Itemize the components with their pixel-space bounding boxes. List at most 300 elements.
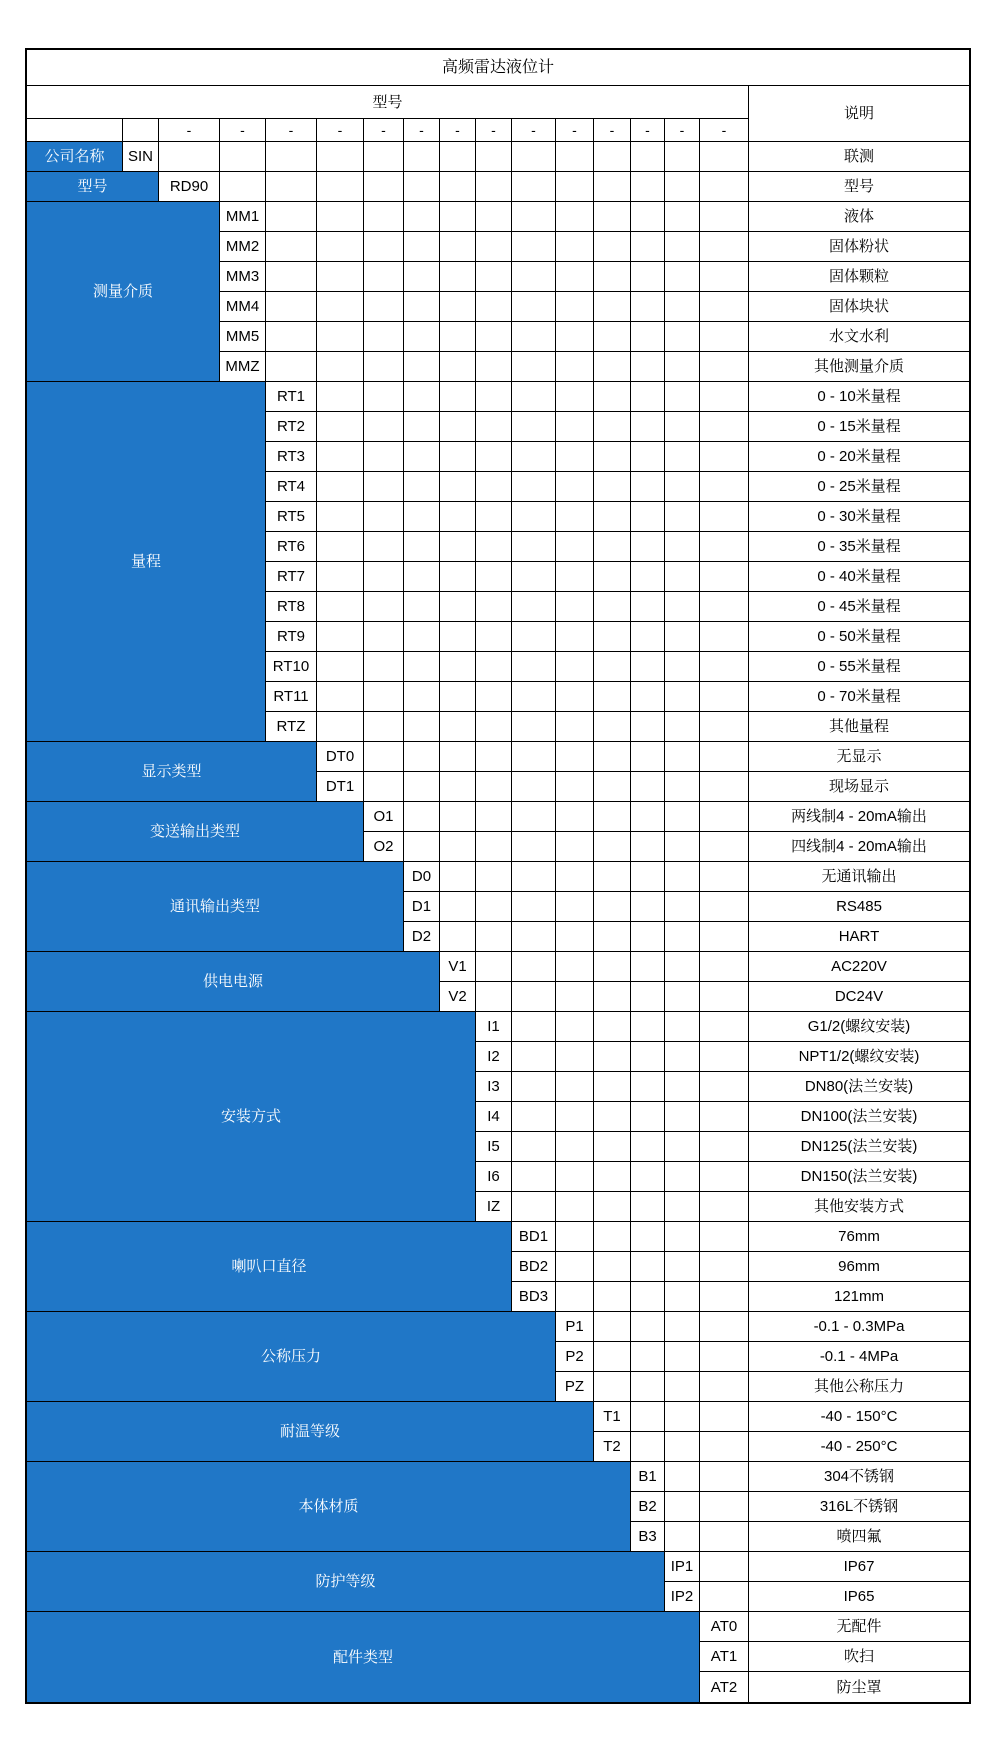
empty-cell — [266, 172, 317, 202]
empty-cell — [594, 322, 631, 352]
separator-cell: - — [404, 119, 440, 142]
desc-cell-P1: -0.1 - 0.3MPa — [749, 1312, 969, 1342]
code-cell-RT9: RT9 — [266, 622, 317, 652]
empty-cell — [440, 832, 476, 862]
empty-cell — [404, 652, 440, 682]
desc-cell-I5: DN125(法兰安装) — [749, 1132, 969, 1162]
empty-cell — [512, 892, 556, 922]
empty-cell — [700, 472, 749, 502]
empty-cell — [700, 652, 749, 682]
empty-cell — [476, 652, 512, 682]
empty-cell — [404, 592, 440, 622]
code-cell-SIN: SIN — [123, 142, 159, 172]
empty-cell — [700, 1462, 749, 1492]
empty-cell — [700, 202, 749, 232]
empty-cell — [317, 712, 364, 742]
empty-cell — [594, 412, 631, 442]
empty-cell — [556, 622, 594, 652]
empty-cell — [665, 1372, 700, 1402]
desc-cell-MM3: 固体颗粒 — [749, 262, 969, 292]
empty-cell — [631, 592, 665, 622]
empty-cell — [404, 352, 440, 382]
empty-cell — [317, 562, 364, 592]
empty-cell — [556, 1132, 594, 1162]
empty-cell — [594, 652, 631, 682]
empty-cell — [404, 562, 440, 592]
empty-cell — [556, 412, 594, 442]
desc-cell-O1: 两线制4 - 20mA输出 — [749, 802, 969, 832]
empty-cell — [700, 922, 749, 952]
empty-cell — [512, 1042, 556, 1072]
empty-cell — [700, 1552, 749, 1582]
empty-cell — [594, 592, 631, 622]
empty-cell — [512, 922, 556, 952]
empty-cell — [631, 1222, 665, 1252]
empty-cell — [440, 502, 476, 532]
empty-cell — [220, 142, 266, 172]
empty-cell — [700, 952, 749, 982]
empty-cell — [594, 1162, 631, 1192]
empty-cell — [476, 322, 512, 352]
empty-cell — [476, 262, 512, 292]
section-label-horn-diameter: 喇叭口直径 — [27, 1222, 512, 1312]
desc-cell-RT3: 0 - 20米量程 — [749, 442, 969, 472]
code-cell-DT1: DT1 — [317, 772, 364, 802]
separator-cell: - — [512, 119, 556, 142]
code-cell-MMZ: MMZ — [220, 352, 266, 382]
empty-cell — [123, 119, 159, 142]
code-cell-I6: I6 — [476, 1162, 512, 1192]
description-header: 说明 — [749, 86, 969, 142]
desc-cell-B1: 304不锈钢 — [749, 1462, 969, 1492]
empty-cell — [700, 1072, 749, 1102]
empty-cell — [594, 232, 631, 262]
empty-cell — [440, 772, 476, 802]
empty-cell — [512, 862, 556, 892]
empty-cell — [700, 1252, 749, 1282]
empty-cell — [440, 742, 476, 772]
code-cell-RT11: RT11 — [266, 682, 317, 712]
table-title: 高频雷达液位计 — [27, 50, 969, 86]
empty-cell — [665, 1312, 700, 1342]
empty-cell — [404, 502, 440, 532]
empty-cell — [317, 322, 364, 352]
empty-cell — [665, 1042, 700, 1072]
empty-cell — [476, 892, 512, 922]
empty-cell — [700, 1492, 749, 1522]
empty-cell — [220, 172, 266, 202]
empty-cell — [665, 1162, 700, 1192]
separator-cell: - — [317, 119, 364, 142]
empty-cell — [440, 292, 476, 322]
empty-cell — [556, 352, 594, 382]
empty-cell — [556, 712, 594, 742]
empty-cell — [594, 862, 631, 892]
empty-cell — [476, 862, 512, 892]
section-label-model: 型号 — [27, 172, 159, 202]
desc-cell-RT7: 0 - 40米量程 — [749, 562, 969, 592]
empty-cell — [512, 952, 556, 982]
empty-cell — [317, 412, 364, 442]
separator-cell: - — [631, 119, 665, 142]
empty-cell — [700, 802, 749, 832]
empty-cell — [440, 442, 476, 472]
empty-cell — [594, 262, 631, 292]
code-cell-V1: V1 — [440, 952, 476, 982]
separator-cell: - — [440, 119, 476, 142]
empty-cell — [631, 1012, 665, 1042]
empty-cell — [476, 532, 512, 562]
code-cell-PZ: PZ — [556, 1372, 594, 1402]
empty-cell — [440, 652, 476, 682]
empty-cell — [594, 802, 631, 832]
empty-cell — [476, 232, 512, 262]
code-cell-MM4: MM4 — [220, 292, 266, 322]
empty-cell — [700, 382, 749, 412]
empty-cell — [631, 1192, 665, 1222]
empty-cell — [665, 202, 700, 232]
empty-cell — [556, 592, 594, 622]
desc-cell-MM1: 液体 — [749, 202, 969, 232]
empty-cell — [317, 262, 364, 292]
code-cell-AT1: AT1 — [700, 1642, 749, 1672]
empty-cell — [665, 892, 700, 922]
empty-cell — [440, 682, 476, 712]
code-cell-I4: I4 — [476, 1102, 512, 1132]
empty-cell — [556, 832, 594, 862]
empty-cell — [665, 832, 700, 862]
code-cell-RTZ: RTZ — [266, 712, 317, 742]
separator-cell: - — [665, 119, 700, 142]
code-cell-MM1: MM1 — [220, 202, 266, 232]
section-label-display-type: 显示类型 — [27, 742, 317, 802]
empty-cell — [512, 202, 556, 232]
empty-cell — [594, 1102, 631, 1132]
code-cell-V2: V2 — [440, 982, 476, 1012]
empty-cell — [440, 412, 476, 442]
code-cell-I3: I3 — [476, 1072, 512, 1102]
code-cell-RT7: RT7 — [266, 562, 317, 592]
empty-cell — [476, 742, 512, 772]
empty-cell — [631, 952, 665, 982]
empty-cell — [404, 232, 440, 262]
empty-cell — [594, 1312, 631, 1342]
empty-cell — [556, 172, 594, 202]
empty-cell — [631, 472, 665, 502]
code-cell-IP1: IP1 — [665, 1552, 700, 1582]
empty-cell — [700, 1102, 749, 1132]
empty-cell — [512, 772, 556, 802]
empty-cell — [665, 322, 700, 352]
empty-cell — [476, 352, 512, 382]
section-label-company: 公司名称 — [27, 142, 123, 172]
empty-cell — [512, 382, 556, 412]
empty-cell — [440, 862, 476, 892]
code-cell-P2: P2 — [556, 1342, 594, 1372]
empty-cell — [700, 1162, 749, 1192]
empty-cell — [512, 1192, 556, 1222]
desc-cell-RT9: 0 - 50米量程 — [749, 622, 969, 652]
code-cell-B1: B1 — [631, 1462, 665, 1492]
empty-cell — [556, 772, 594, 802]
empty-cell — [631, 1282, 665, 1312]
empty-cell — [317, 232, 364, 262]
empty-cell — [476, 292, 512, 322]
empty-cell — [364, 742, 404, 772]
empty-cell — [700, 142, 749, 172]
empty-cell — [631, 262, 665, 292]
empty-cell — [631, 922, 665, 952]
empty-cell — [512, 412, 556, 442]
empty-cell — [631, 1252, 665, 1282]
empty-cell — [404, 802, 440, 832]
code-cell-D1: D1 — [404, 892, 440, 922]
empty-cell — [594, 622, 631, 652]
empty-cell — [440, 232, 476, 262]
empty-cell — [665, 382, 700, 412]
empty-cell — [594, 682, 631, 712]
empty-cell — [476, 712, 512, 742]
empty-cell — [665, 1402, 700, 1432]
desc-cell-I6: DN150(法兰安装) — [749, 1162, 969, 1192]
desc-cell-D1: RS485 — [749, 892, 969, 922]
empty-cell — [556, 202, 594, 232]
empty-cell — [556, 892, 594, 922]
empty-cell — [665, 172, 700, 202]
empty-cell — [364, 652, 404, 682]
desc-cell-RTZ: 其他量程 — [749, 712, 969, 742]
empty-cell — [364, 142, 404, 172]
code-cell-I1: I1 — [476, 1012, 512, 1042]
empty-cell — [476, 142, 512, 172]
empty-cell — [631, 1432, 665, 1462]
empty-cell — [665, 862, 700, 892]
empty-cell — [700, 1312, 749, 1342]
empty-cell — [594, 472, 631, 502]
empty-cell — [700, 1282, 749, 1312]
separator-cell: - — [476, 119, 512, 142]
empty-cell — [404, 292, 440, 322]
empty-cell — [700, 532, 749, 562]
empty-cell — [556, 1192, 594, 1222]
empty-cell — [665, 982, 700, 1012]
desc-cell-D0: 无通讯输出 — [749, 862, 969, 892]
empty-cell — [594, 1072, 631, 1102]
desc-cell-SIN: 联测 — [749, 142, 969, 172]
empty-cell — [631, 562, 665, 592]
model-table — [25, 48, 971, 1704]
empty-cell — [317, 472, 364, 502]
section-label-transmit-output-type: 变送输出类型 — [27, 802, 364, 862]
desc-cell-PZ: 其他公称压力 — [749, 1372, 969, 1402]
empty-cell — [556, 1222, 594, 1252]
empty-cell — [404, 742, 440, 772]
empty-cell — [364, 172, 404, 202]
empty-cell — [700, 1042, 749, 1072]
code-cell-RT5: RT5 — [266, 502, 317, 532]
empty-cell — [665, 502, 700, 532]
empty-cell — [665, 712, 700, 742]
separator-cell: - — [364, 119, 404, 142]
empty-cell — [700, 322, 749, 352]
empty-cell — [665, 622, 700, 652]
empty-cell — [364, 322, 404, 352]
code-cell-RD90: RD90 — [159, 172, 220, 202]
empty-cell — [665, 1462, 700, 1492]
empty-cell — [700, 1372, 749, 1402]
empty-cell — [700, 1402, 749, 1432]
empty-cell — [556, 262, 594, 292]
empty-cell — [665, 1522, 700, 1552]
empty-cell — [700, 1342, 749, 1372]
empty-cell — [556, 1042, 594, 1072]
empty-cell — [665, 772, 700, 802]
code-cell-BD3: BD3 — [512, 1282, 556, 1312]
desc-cell-MMZ: 其他测量介质 — [749, 352, 969, 382]
desc-cell-B2: 316L不锈钢 — [749, 1492, 969, 1522]
empty-cell — [594, 1282, 631, 1312]
empty-cell — [631, 1342, 665, 1372]
empty-cell — [404, 202, 440, 232]
empty-cell — [556, 1072, 594, 1102]
empty-cell — [665, 922, 700, 952]
desc-cell-BD1: 76mm — [749, 1222, 969, 1252]
code-cell-IP2: IP2 — [665, 1582, 700, 1612]
code-cell-T1: T1 — [594, 1402, 631, 1432]
desc-cell-IZ: 其他安装方式 — [749, 1192, 969, 1222]
empty-cell — [556, 442, 594, 472]
empty-cell — [317, 502, 364, 532]
empty-cell — [700, 592, 749, 622]
empty-cell — [556, 1162, 594, 1192]
empty-cell — [476, 982, 512, 1012]
desc-cell-DT1: 现场显示 — [749, 772, 969, 802]
empty-cell — [700, 172, 749, 202]
empty-cell — [594, 1192, 631, 1222]
empty-cell — [594, 982, 631, 1012]
empty-cell — [556, 292, 594, 322]
empty-cell — [665, 1252, 700, 1282]
empty-cell — [317, 652, 364, 682]
empty-cell — [700, 1192, 749, 1222]
empty-cell — [476, 562, 512, 592]
empty-cell — [700, 352, 749, 382]
separator-cell: - — [700, 119, 749, 142]
desc-cell-I1: G1/2(螺纹安装) — [749, 1012, 969, 1042]
empty-cell — [594, 1042, 631, 1072]
empty-cell — [631, 622, 665, 652]
separator-cell: - — [220, 119, 266, 142]
desc-cell-I4: DN100(法兰安装) — [749, 1102, 969, 1132]
empty-cell — [556, 382, 594, 412]
empty-cell — [665, 592, 700, 622]
code-cell-IZ: IZ — [476, 1192, 512, 1222]
empty-cell — [476, 442, 512, 472]
empty-cell — [440, 592, 476, 622]
empty-cell — [665, 1492, 700, 1522]
code-cell-AT0: AT0 — [700, 1612, 749, 1642]
empty-cell — [556, 322, 594, 352]
empty-cell — [631, 1402, 665, 1432]
empty-cell — [594, 352, 631, 382]
empty-cell — [404, 142, 440, 172]
empty-cell — [631, 232, 665, 262]
empty-cell — [476, 382, 512, 412]
code-cell-RT6: RT6 — [266, 532, 317, 562]
empty-cell — [556, 502, 594, 532]
empty-cell — [364, 352, 404, 382]
code-cell-RT3: RT3 — [266, 442, 317, 472]
empty-cell — [364, 592, 404, 622]
empty-cell — [556, 922, 594, 952]
empty-cell — [700, 442, 749, 472]
empty-cell — [665, 682, 700, 712]
empty-cell — [700, 292, 749, 322]
empty-cell — [556, 232, 594, 262]
empty-cell — [665, 1102, 700, 1132]
empty-cell — [631, 502, 665, 532]
desc-cell-IP2: IP65 — [749, 1582, 969, 1612]
empty-cell — [700, 742, 749, 772]
empty-cell — [594, 832, 631, 862]
empty-cell — [665, 802, 700, 832]
empty-cell — [404, 412, 440, 442]
empty-cell — [594, 1012, 631, 1042]
empty-cell — [665, 412, 700, 442]
empty-cell — [404, 472, 440, 502]
empty-cell — [317, 532, 364, 562]
empty-cell — [159, 142, 220, 172]
empty-cell — [440, 262, 476, 292]
empty-cell — [665, 1012, 700, 1042]
code-cell-MM3: MM3 — [220, 262, 266, 292]
separator-cell: - — [266, 119, 317, 142]
desc-cell-RT8: 0 - 45米量程 — [749, 592, 969, 622]
empty-cell — [317, 622, 364, 652]
model-header: 型号 — [27, 86, 749, 119]
empty-cell — [512, 472, 556, 502]
code-cell-O2: O2 — [364, 832, 404, 862]
section-label-range: 量程 — [27, 382, 266, 742]
empty-cell — [512, 292, 556, 322]
empty-cell — [665, 1222, 700, 1252]
empty-cell — [631, 1072, 665, 1102]
empty-cell — [700, 1132, 749, 1162]
desc-cell-AT0: 无配件 — [749, 1612, 969, 1642]
empty-cell — [404, 322, 440, 352]
empty-cell — [440, 892, 476, 922]
empty-cell — [631, 862, 665, 892]
section-label-body-material: 本体材质 — [27, 1462, 631, 1552]
empty-cell — [665, 262, 700, 292]
empty-cell — [665, 1072, 700, 1102]
empty-cell — [317, 202, 364, 232]
empty-cell — [631, 982, 665, 1012]
empty-cell — [631, 1372, 665, 1402]
empty-cell — [476, 412, 512, 442]
code-cell-MM5: MM5 — [220, 322, 266, 352]
empty-cell — [440, 472, 476, 502]
empty-cell — [700, 412, 749, 442]
empty-cell — [404, 442, 440, 472]
empty-cell — [665, 742, 700, 772]
code-cell-T2: T2 — [594, 1432, 631, 1462]
empty-cell — [700, 862, 749, 892]
empty-cell — [512, 1132, 556, 1162]
empty-cell — [556, 682, 594, 712]
desc-cell-RT5: 0 - 30米量程 — [749, 502, 969, 532]
empty-cell — [665, 292, 700, 322]
